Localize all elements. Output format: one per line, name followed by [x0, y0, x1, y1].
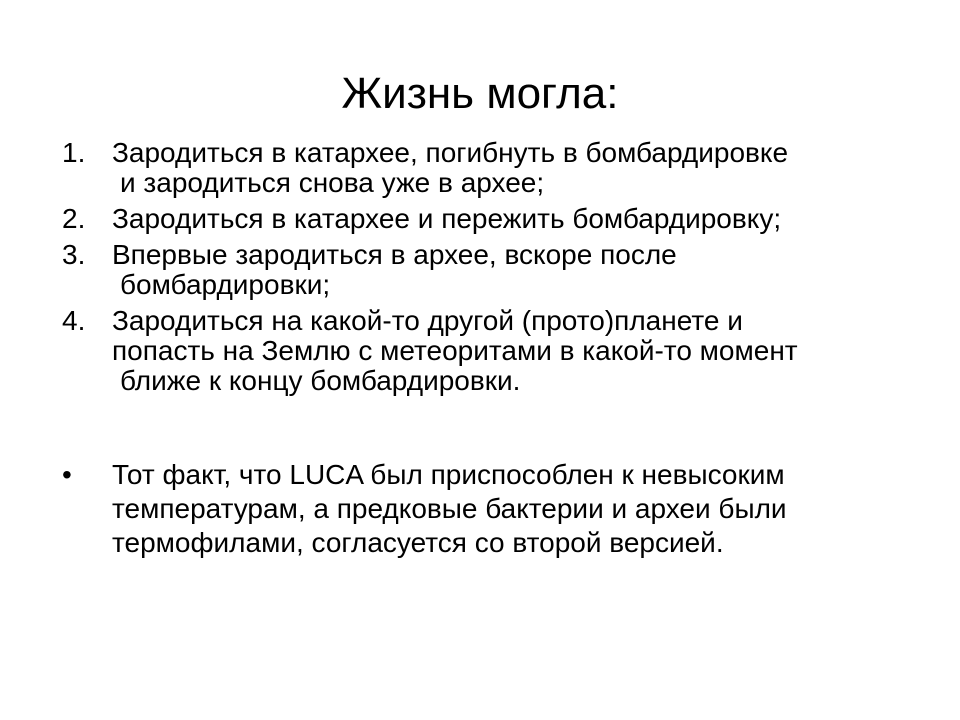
list-item-1	[62, 138, 922, 198]
list-item-4	[62, 306, 922, 396]
list-item-line: ближе к концу бомбардировки.	[120, 365, 521, 396]
list-item-line: Зародиться в катархее, погибнуть в бомбардировке	[112, 137, 789, 168]
list-item-line: бомбардировки;	[120, 269, 331, 300]
list-item-line: Зародиться на какой-то другой (прото)планете и	[112, 305, 743, 336]
bullet-line: температурам, а предковые бактерии и археи были	[112, 493, 787, 524]
list-item-line: попасть на Землю с метеоритами в какой-то момент	[112, 335, 798, 366]
list-number: 2.	[62, 203, 86, 234]
list-item-line: и зародиться снова уже в архее;	[120, 167, 545, 198]
bullet-line: термофилами, согласуется со второй версией.	[112, 527, 724, 558]
numbered-list	[62, 138, 922, 402]
list-item-line: Впервые зародиться в архее, вскоре после	[112, 239, 677, 270]
list-item-line: Зародиться в катархее и пережить бомбардировку;	[112, 203, 782, 234]
slide-title: Жизнь могла:	[341, 69, 619, 118]
bullet-item	[62, 458, 922, 560]
list-item-3	[62, 240, 922, 300]
list-number: 4.	[62, 305, 86, 336]
bullet-icon: •	[62, 459, 72, 490]
bullet-line: Тот факт, что LUCA был приспособлен к невысоким	[112, 459, 785, 490]
list-number: 3.	[62, 239, 86, 270]
list-number: 1.	[62, 137, 86, 168]
list-item-2	[62, 204, 922, 234]
